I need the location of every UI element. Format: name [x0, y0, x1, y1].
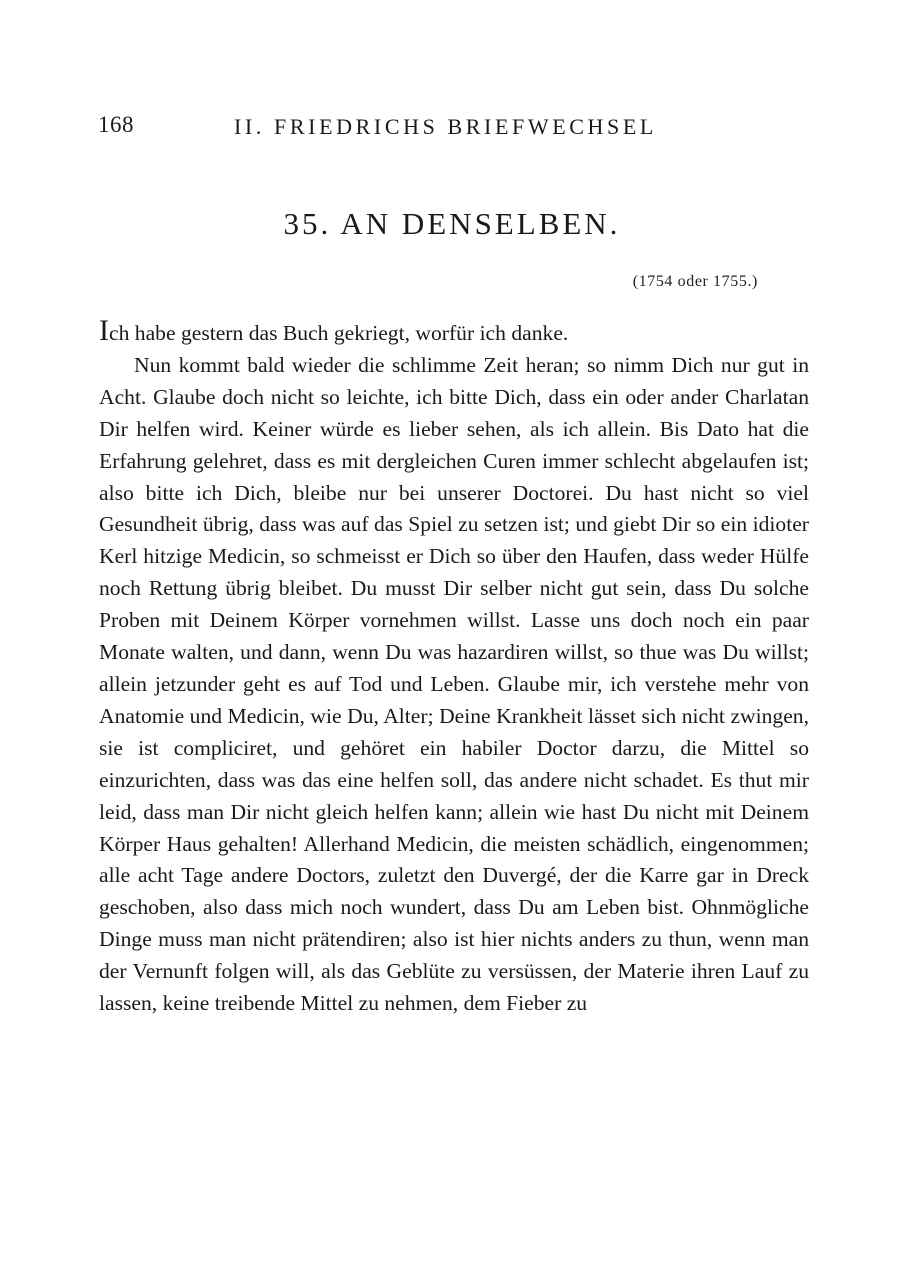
running-head	[98, 112, 818, 152]
letter-date: (1754 oder 1755.)	[632, 273, 758, 290]
second-paragraph: Nun kommt bald wieder die schlimme Zeit heran; so nimm Dich nur gut in Acht. Glaube doch nicht so leichte, ich bitte Dich, dass ein oder ander Charlatan Dir helfen wird. Keiner würde es lieber sehen, als ich allein. Bis Dato hat die Erfahrung gelehret, dass es mit dergleichen Curen immer schlecht abgelaufen ist; also bitte ich Dich, bleibe nur bei unserer Doctorei. Du hast nicht so viel Gesundheit übrig, dass was auf das Spiel zu setzen ist; und giebt Dir so ein idioter Kerl hitzige Medicin, so schmeisst er Dich so über den Haufen, dass weder Hülfe noch Rettung übrig bleibet. Du musst Dir selber nicht gut sein, dass Du solche Proben mit Deinem Körper vornehmen willst. Lasse uns doch noch ein paar Monate walten, und dann, wenn Du was hazardiren willst, so thue was Du willst; allein jetzunder geht es auf Tod und Leben. Glaube mir, ich verstehe mehr von Anatomie und Medicin, wie Du, Alter; Deine Krankheit lässet sich nicht zwingen, sie ist compliciret, und gehöret ein habiler Doctor darzu, die Mittel so einzurichten, dass was das eine helfen soll, das andere nicht schadet. Es thut mir leid, dass man Dir nicht gleich helfen kann; allein wie hast Du nicht mit Deinem Körper Haus gehalten! Allerhand Medicin, die meisten schädlich, eingenommen; alle acht Tage andere Doctors, zuletzt den Duvergé, der die Karre gar in Dreck geschoben, also dass mich noch wundert, dass Du am Leben bist. Ohnmögliche Dinge muss man nicht prätendiren; also ist hier nichts anders zu thun, wenn man der Vernunft folgen will, als das Geblüte zu versüssen, der Materie ihren Lauf zu lassen, keine treibende Mittel zu nehmen, dem Fieber zu	[99, 352, 809, 1016]
running-title: II. FRIEDRICHS BRIEFWECHSEL	[234, 114, 657, 139]
first-paragraph	[99, 314, 809, 350]
page-number: 168	[98, 112, 134, 137]
first-paragraph-text: ch habe gestern das Buch gekriegt, worfür ich danke.	[109, 321, 569, 345]
letter-body	[99, 314, 809, 1020]
initial-letter: I	[99, 314, 109, 347]
letter-title: 35. AN DENSELBEN.	[283, 206, 621, 241]
